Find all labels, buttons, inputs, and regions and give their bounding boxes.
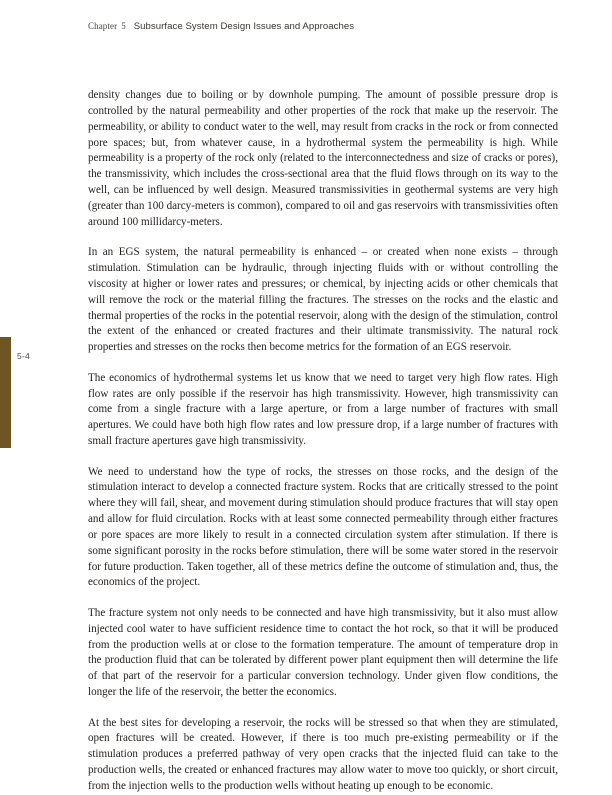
chapter-edge-tab [0,337,11,448]
running-head-chapter-label: Chapter [88,21,118,31]
body-paragraph: The fracture system not only needs to be connected and have high transmissivity, but it also must allow injected cool water to have sufficient residence time to contact the hot rock, so that it will be produced from the production wells at or close to the formation temperature. The amount of temperature drop in the production fluid that can be tolerated by different power plant equipment then will determine the life of that part of the reservoir for a particular conversion technology. Under given flow conditions, the longer the life of the reservoir, the better the economics. [88,606,558,699]
running-head-title: Subsurface System Design Issues and Approaches [133,21,355,32]
running-head [88,16,558,34]
body-paragraph: The economics of hydrothermal systems let us know that we need to target very high flow rates. High flow rates are only possible if the reservoir has high transmissivity. However, high transmissivity can come from a single fracture with a large aperture, or from a large number of fractures with small apertures. We could have both high flow rates and low pressure drop, if a large number of fractures with small fracture apertures gave high transmissivity. [88,371,558,448]
body-paragraph: density changes due to boiling or by downhole pumping. The amount of possible pressure drop is controlled by the natural permeability and other properties of the rock that make up the reservoir. The permeability, or ability to conduct water to the well, may result from cracks in the rock or from connected pore spaces; but, from whatever cause, in a hydrothermal system the permeability is high. While permeability is a property of the rock only (related to the interconnectedness and size of cracks or pores), the transmissivity, which includes the cross-sectional area that the fluid flows through on its way to the well, can be influenced by well design. Measured transmissivities in geothermal systems are very high (greater than 100 darcy-meters is common), compared to oil and gas reservoirs with transmissivities often around 100 millidarcy-meters. [88,89,558,228]
body-text-column [88,88,558,795]
body-paragraph: In an EGS system, the natural permeability is enhanced – or created when none exists – through stimulation. Stimulation can be hydraulic, through injecting fluids with or without controlling the viscosity at higher or lower rates and pressures; or chemical, by injecting acids or other chemicals that will remove the rock or the material filling the fractures. The stresses on the rocks and the elastic and thermal properties of the rocks in the potential reservoir, along with the design of the stimulation, control the extent of the enhanced or created fractures and their ultimate transmissivity. The natural rock properties and stresses on the rocks then become metrics for the formation of an EGS reservoir. [88,246,558,354]
body-paragraph: We need to understand how the type of rocks, the stresses on those rocks, and the design of the stimulation interact to develop a connected fracture system. Rocks that are critically stressed to the point where they will fail, shear, and movement during stimulation should produce fractures that will stay open and allow for fluid circulation. Rocks with at least some connected permeability through either fractures or pore spaces are more likely to result in a connected circulation system after stimulation. If there is some significant porosity in the rocks before stimulation, there will be some water stored in the reservoir for future production. Taken together, all of these metrics define the outcome of stimulation and, thus, the economics of the project. [88,465,558,589]
body-paragraph: At the best sites for developing a reservoir, the rocks will be stressed so that when they are stimulated, open fractures will be created. However, if there is too much pre-existing permeability or if the stimulation produces a preferred pathway of very open cracks that the injected fluid can take to the production wells, the created or enhanced fractures may allow water to move too quickly, or short circuit, from the injection wells to the production wells without heating up enough to be economic. [88,716,558,792]
running-head-chapter-number: 5 [121,21,126,31]
page-number: 5-4 [17,351,30,361]
